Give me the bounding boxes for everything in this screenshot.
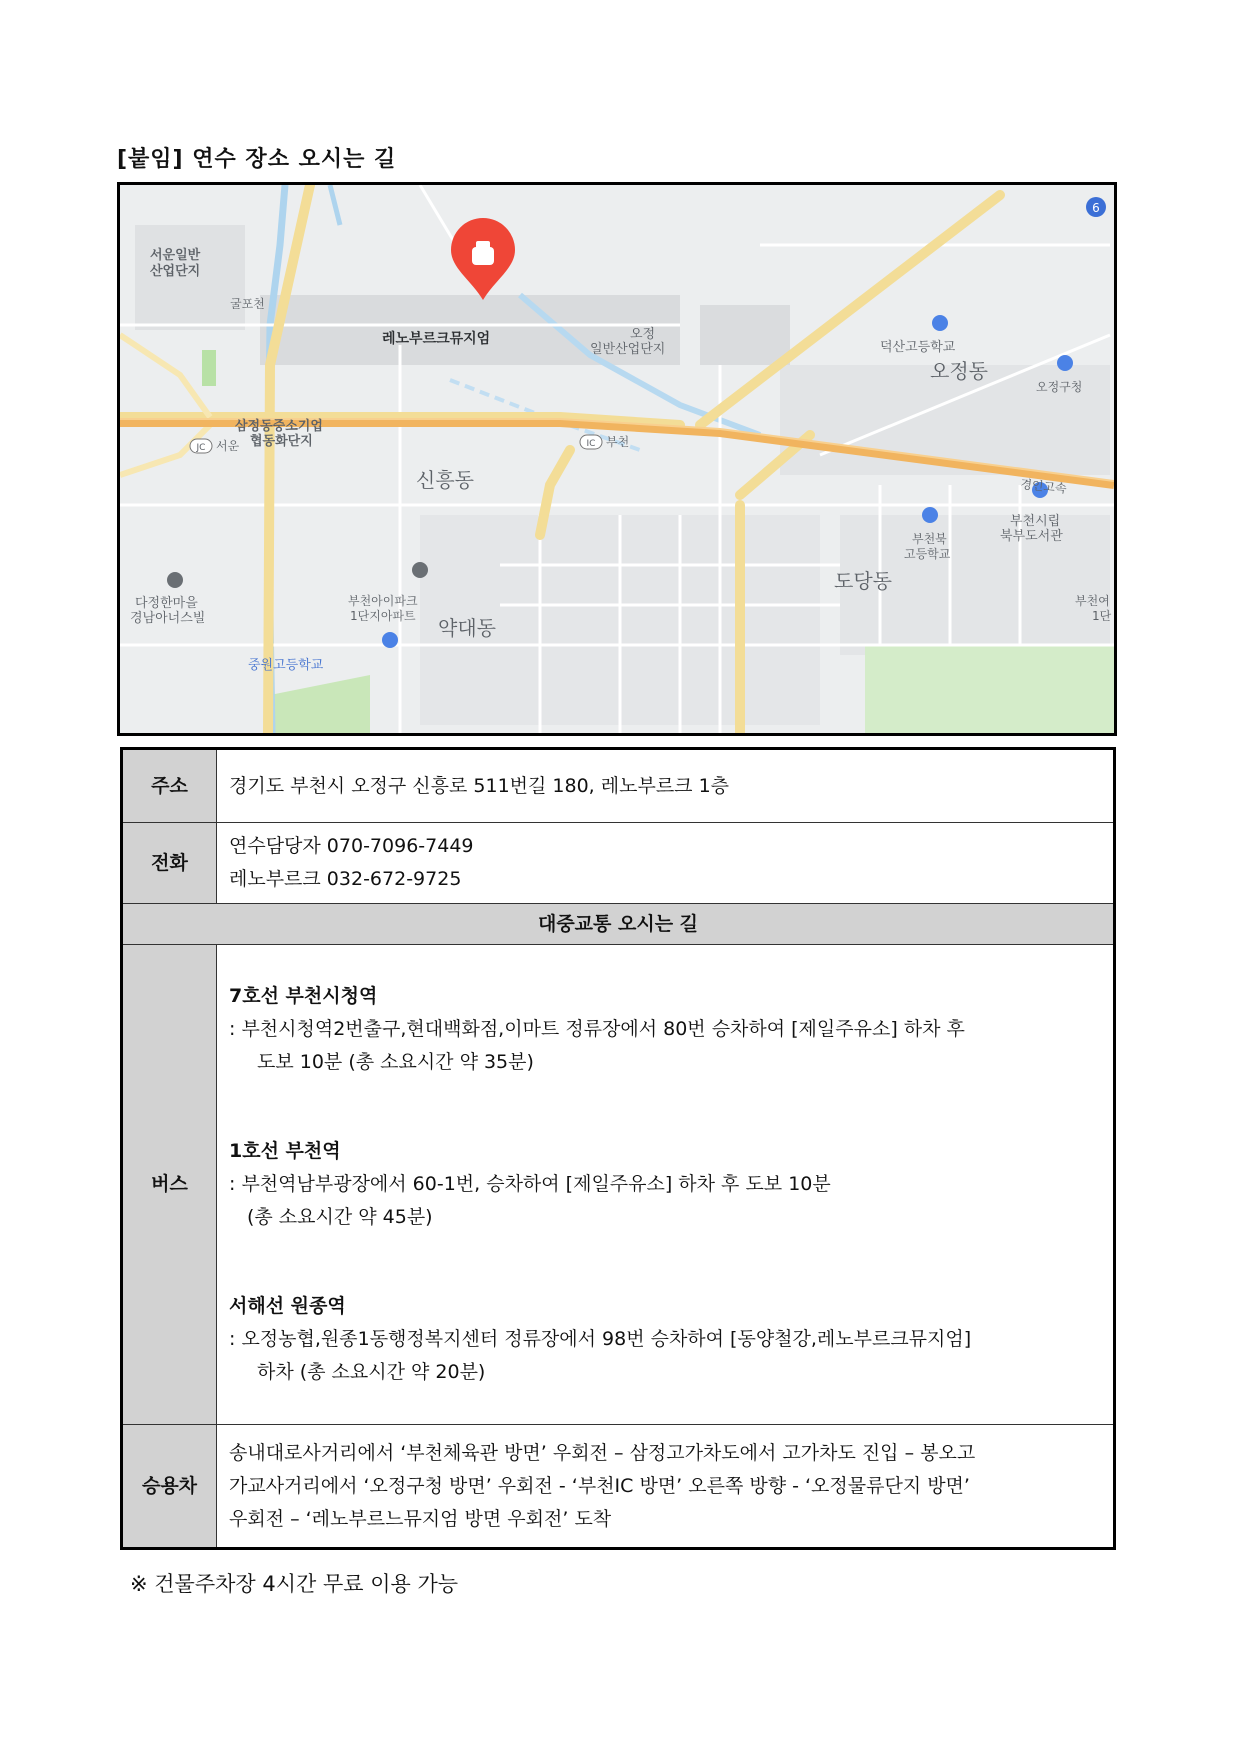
address-value: 경기도 부천시 오정구 신흥로 511번길 180, 레노부르크 1층 (217, 749, 1115, 823)
label-samjeong-2: 협동화단지 (250, 434, 313, 449)
route-line7-detail-2: 도보 10분 (총 소요시간 약 35분) (257, 1051, 534, 1073)
location-map (117, 182, 1117, 736)
phone-label: 전화 (122, 823, 217, 904)
phone-value (217, 823, 1115, 904)
phone-line-1: 연수담당자 070-7096-7449 (229, 835, 474, 857)
label-dajeong-2: 경남아너스빌 (130, 611, 206, 626)
bus-row (122, 945, 1115, 1425)
jc-badge: JC (196, 443, 206, 453)
label-ic-bucheon: 부천 (606, 435, 630, 449)
car-line-3: 우회전 – ‘레노부르느뮤지엄 방면 우회전’ 도착 (229, 1507, 612, 1530)
car-line-1: 송내대로사거리에서 ‘부천체육관 방면’ 우회전 – 삼정고가차도에서 고가차도 진입 – 봉오고 (229, 1441, 976, 1464)
transit-header-row (122, 904, 1115, 945)
label-gulpocheon: 굴포천 (230, 297, 265, 311)
address-row (122, 749, 1115, 823)
route-seohae-title: 서해선 원종역 (229, 1295, 346, 1317)
transit-header: 대중교통 오시는 길 (122, 904, 1115, 945)
ic-badge: IC (586, 439, 596, 449)
car-label: 승용차 (122, 1425, 217, 1549)
label-ojeong-dong: 오정동 (930, 359, 988, 383)
info-table (120, 747, 1116, 1550)
label-dodang-dong: 도당동 (834, 569, 892, 593)
label-jc-seoun: 서운 (216, 439, 240, 453)
label-dajeong-1: 다정한마을 (135, 596, 198, 611)
label-sinheung-dong: 신흥동 (416, 468, 474, 492)
label-ojeong-office: 오정구청 (1036, 380, 1083, 394)
label-deoksan-school: 덕산고등학교 (880, 340, 956, 355)
car-directions (217, 1425, 1115, 1549)
route-seohae-detail-2: 하차 (총 소요시간 약 20분) (257, 1361, 486, 1383)
route-line1-detail-1: : 부천역남부광장에서 60-1번, 승차하여 [제일주유소] 하차 후 도보 10분 (229, 1173, 831, 1195)
route-seohae (229, 1290, 1103, 1389)
label-jungwon-school: 중원고등학교 (248, 658, 324, 673)
label-bucheon-right-1: 부천여 (1075, 594, 1110, 608)
route-line7-title: 7호선 부천시청역 (229, 985, 378, 1007)
bus-routes (217, 945, 1115, 1425)
route-6-badge: 6 (1092, 201, 1100, 215)
label-ipark-1: 부천아이파크 (348, 594, 418, 608)
route-line7-detail-1: : 부천시청역2번출구,현대백화점,이마트 정류장에서 80번 승차하여 [제일주유소] 하차 후 (229, 1018, 965, 1040)
parking-note: ※ 건물주차장 4시간 무료 이용 가능 (130, 1572, 459, 1596)
route-line7 (229, 980, 1103, 1079)
car-line-2: 가교사거리에서 ‘오정구청 방면’ 우회전 - ‘부천IC 방면’ 오른쪽 방향 - ‘오정물류단지 방면’ (229, 1474, 970, 1497)
label-ipark-2: 1단지아파트 (350, 609, 416, 623)
car-row (122, 1425, 1115, 1549)
route-line1-title: 1호선 부천역 (229, 1140, 341, 1162)
route-line1 (229, 1135, 1103, 1234)
page-heading: [붙임] 연수 장소 오시는 길 (117, 147, 397, 172)
label-bucheonbuk-2: 고등학교 (904, 547, 951, 561)
label-gyeongin-expressway: 경인고속 (1019, 477, 1068, 496)
phone-line-2: 레노부르크 032-672-9725 (229, 868, 462, 890)
label-ojeong-ind-2: 일반산업단지 (590, 342, 666, 357)
phone-row (122, 823, 1115, 904)
label-samjeong-1: 삼정동중소기업 (235, 419, 323, 434)
label-library-1: 부천시립 (1010, 514, 1061, 529)
route-line1-detail-2: (총 소요시간 약 45분) (247, 1206, 433, 1228)
label-yakdae-dong: 약대동 (438, 616, 496, 640)
route-seohae-detail-1: : 오정농협,원종1동행정복지센터 정류장에서 98번 승차하여 [동양철강,레노부르크뮤지엄] (229, 1328, 972, 1350)
label-bucheon-right-2: 1단 (1092, 609, 1112, 623)
address-label: 주소 (122, 749, 217, 823)
label-seoun-1: 서운일반 (150, 248, 201, 263)
label-museum: 레노부르크뮤지엄 (382, 331, 491, 347)
label-seoun-2: 산업단지 (150, 264, 201, 279)
label-library-2: 북부도서관 (1000, 529, 1063, 544)
label-ojeong-ind-1: 오정 (630, 327, 656, 342)
bus-label: 버스 (122, 945, 217, 1425)
label-bucheonbuk-1: 부천북 (912, 532, 947, 546)
